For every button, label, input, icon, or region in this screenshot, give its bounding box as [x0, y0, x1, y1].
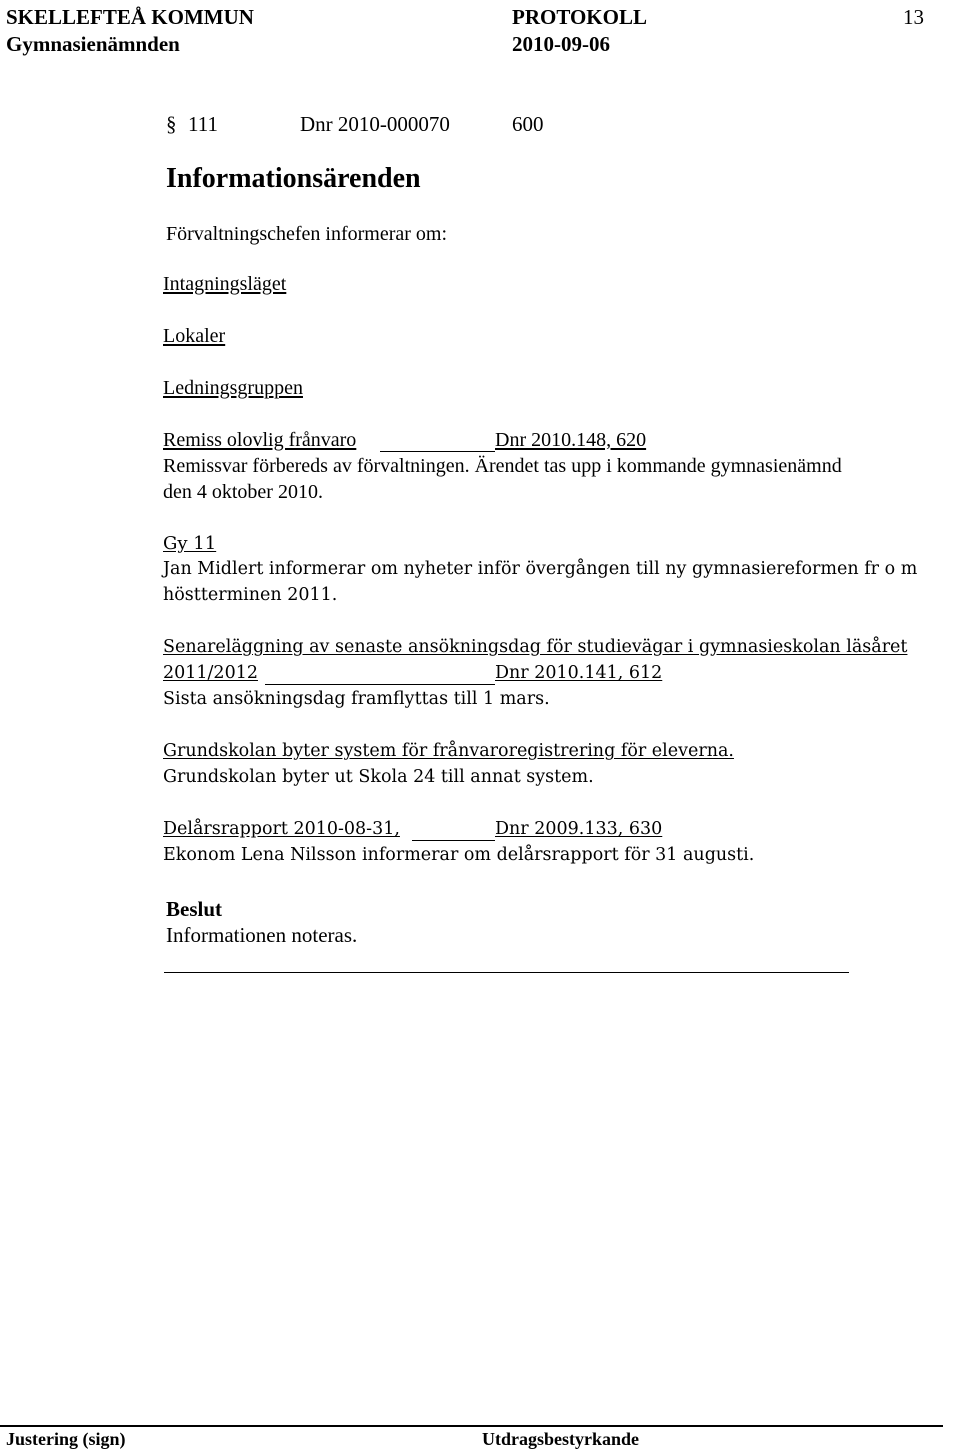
delarsrapport-dnr: Dnr 2009.133, 630 — [495, 819, 663, 839]
document-type: PROTOKOLL — [512, 5, 647, 29]
section-dnr: Dnr 2010-000070 — [300, 112, 450, 136]
tab-underline — [380, 451, 495, 452]
item-lokaler: Lokaler — [163, 325, 226, 347]
page-number: 13 — [903, 5, 924, 29]
senarelaggning-dnr: Dnr 2010.141, 612 — [495, 663, 663, 683]
senarelaggning-text: Sista ansökningsdag framflyttas till 1 mars. — [163, 689, 550, 709]
remiss-text-line2: den 4 oktober 2010. — [163, 481, 323, 503]
gy11-text-line1: Jan Midlert informerar om nyheter inför övergången till ny gymnasiereformen fr o m — [163, 559, 918, 579]
board-name: Gymnasienämnden — [6, 32, 180, 56]
section-code: 600 — [512, 112, 544, 136]
remiss-title: Remiss olovlig frånvaro — [163, 429, 357, 451]
municipality-name: SKELLEFTEÅ KOMMUN — [6, 5, 254, 29]
paragraph-number: 111 — [188, 112, 218, 136]
remiss-dnr: Dnr 2010.148, 620 — [495, 429, 647, 451]
tab-underline — [265, 684, 495, 685]
tab-underline — [412, 840, 495, 841]
item-intagningslaget: Intagningsläget — [163, 273, 287, 295]
delarsrapport-title: Delårsrapport 2010-08-31, — [163, 819, 400, 839]
remiss-text-line1: Remissvar förbereds av förvaltningen. Ärendet tas upp i kommande gymnasienämnd — [163, 455, 842, 477]
item-ledningsgruppen: Ledningsgruppen — [163, 377, 303, 399]
section-title: Informationsärenden — [166, 163, 421, 194]
meeting-date: 2010-09-06 — [512, 32, 610, 56]
gy11-text-line2: höstterminen 2011. — [163, 585, 338, 605]
paragraph-symbol: § — [166, 112, 177, 136]
end-of-section-line — [164, 972, 849, 973]
decision-label: Beslut — [166, 897, 223, 921]
delarsrapport-text: Ekonom Lena Nilsson informerar om delårsrapport för 31 augusti. — [163, 845, 755, 865]
section-intro: Förvaltningschefen informerar om: — [166, 223, 448, 245]
decision-text: Informationen noteras. — [166, 923, 358, 947]
grundskolan-text: Grundskolan byter ut Skola 24 till annat system. — [163, 767, 594, 787]
senarelaggning-year: 2011/2012 — [163, 663, 258, 683]
justering-label: Justering (sign) — [6, 1429, 126, 1449]
gy11-title: Gy 11 — [163, 533, 217, 554]
footer-rule — [0, 1425, 943, 1427]
grundskolan-title: Grundskolan byter system för frånvaroregistrering för eleverna. — [163, 741, 734, 761]
utdragsbestyrkande-label: Utdragsbestyrkande — [482, 1429, 640, 1449]
senarelaggning-title: Senareläggning av senaste ansökningsdag för studievägar i gymnasieskolan läsåret — [163, 637, 908, 657]
